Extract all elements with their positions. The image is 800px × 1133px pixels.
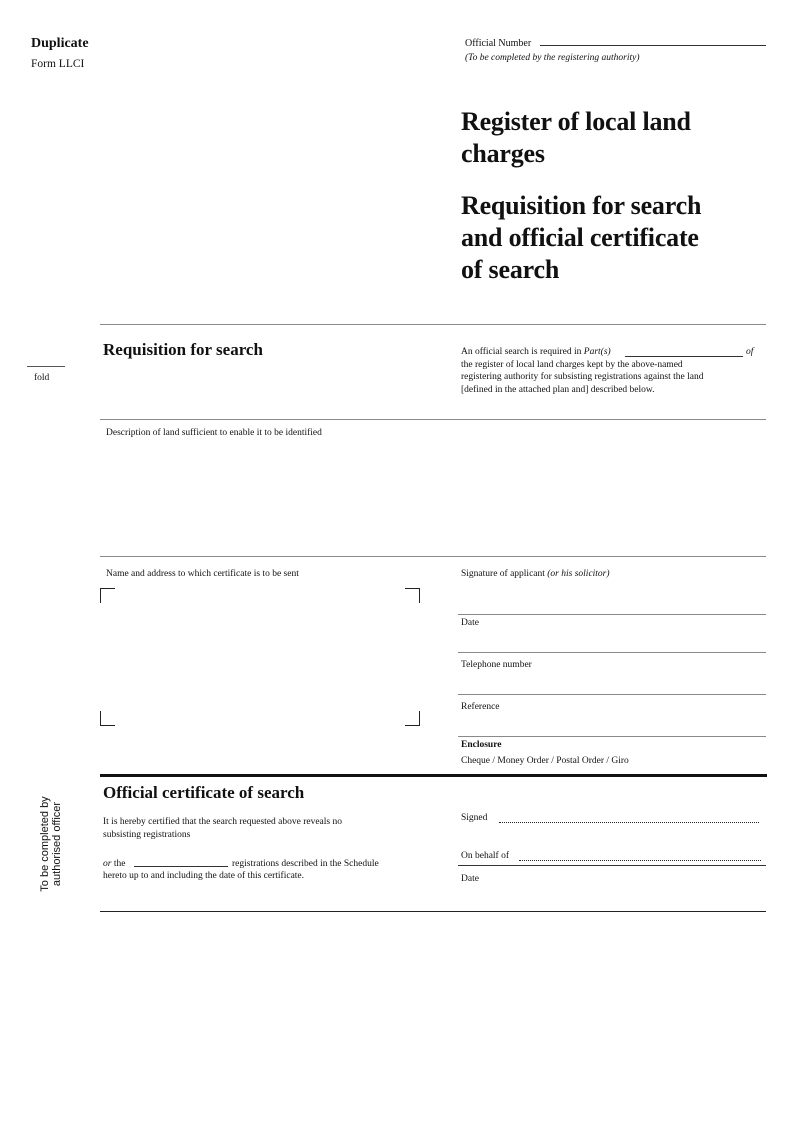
divider-reference: [458, 736, 766, 737]
address-window[interactable]: [100, 588, 420, 726]
registrations-count-field[interactable]: [134, 866, 228, 867]
fold-mark: [27, 366, 65, 367]
divider-signature: [458, 614, 766, 615]
certificate-bottom-rule: [100, 911, 766, 912]
form-code: Form LLCI: [31, 58, 85, 70]
on-behalf-field[interactable]: [519, 860, 761, 861]
official-number-note: (To be completed by the registering authority): [465, 53, 640, 63]
requisition-text: [461, 346, 761, 396]
side-note-line1: To be completed by: [39, 796, 51, 892]
requisition-text-line2: the register of local land charges kept by the above-named: [461, 359, 683, 370]
the-word: the: [113, 859, 126, 869]
telephone-label: Telephone number: [461, 660, 532, 670]
form-title: [461, 106, 761, 170]
corner-bottom-right: [405, 711, 420, 726]
duplicate-label: Duplicate: [31, 36, 89, 51]
date-field[interactable]: [458, 630, 766, 650]
certificate-date-field[interactable]: [458, 886, 766, 908]
on-behalf-label: On behalf of: [461, 851, 510, 861]
of-label: of: [746, 347, 754, 357]
or-word: or: [103, 859, 112, 869]
requisition-text-line4: [defined in the attached plan and] described below.: [461, 384, 655, 395]
enclosure-label: Enclosure: [461, 740, 502, 750]
title-line-1: Register of local land: [461, 107, 691, 136]
fold-label: fold: [34, 373, 50, 383]
official-number-field[interactable]: [540, 45, 766, 46]
date-label: Date: [461, 618, 479, 628]
certificate-text-line2: subsisting registrations: [103, 830, 191, 840]
certificate-date-label: Date: [461, 874, 479, 884]
corner-bottom-left: [100, 711, 115, 726]
parts-label: Part(s): [583, 347, 611, 357]
description-field[interactable]: [100, 442, 766, 552]
enclosure-options[interactable]: Cheque / Money Order / Postal Order / Giro: [461, 756, 629, 766]
side-note: [39, 779, 63, 909]
signature-label: [461, 568, 610, 581]
divider-on-behalf: [458, 865, 766, 866]
reference-field[interactable]: [458, 714, 766, 734]
divider-date: [458, 652, 766, 653]
requisition-heading: Requisition for search: [103, 340, 263, 359]
divider-telephone: [458, 694, 766, 695]
signed-field[interactable]: [499, 822, 759, 823]
divider-description-top: [100, 419, 766, 420]
divider-requisition-top: [100, 324, 766, 325]
requisition-text-line3: registering authority for subsisting registrations against the land: [461, 372, 704, 382]
certificate-heading: Official certificate of search: [103, 783, 305, 802]
certificate-top-rule: [100, 774, 767, 777]
parts-field[interactable]: [625, 356, 743, 357]
corner-top-right: [405, 588, 420, 603]
certificate-text-line1: It is hereby certified that the search requested above reveals no: [103, 817, 342, 827]
subtitle-line-3: of search: [461, 255, 560, 284]
form-subtitle: [461, 190, 761, 286]
signature-label-note: (or his solicitor): [547, 569, 610, 579]
description-label: Description of land sufficient to enable it to be identified: [106, 428, 322, 438]
address-label: Name and address to which certificate is to be sent: [106, 569, 299, 579]
requisition-text-prefix: An official search is required in: [461, 347, 582, 357]
subtitle-line-2: and official certificate: [461, 223, 699, 252]
subtitle-line-1: Requisition for search: [461, 191, 702, 220]
side-note-line2: authorised officer: [51, 801, 63, 887]
title-line-2: charges: [461, 139, 545, 168]
official-number-label: Official Number: [465, 38, 532, 49]
certificate-text-line4: hereto up to and including the date of this certificate.: [103, 871, 305, 881]
corner-top-left: [100, 588, 115, 603]
telephone-field[interactable]: [458, 672, 766, 692]
divider-address-top: [100, 556, 766, 557]
signed-label: Signed: [461, 813, 488, 823]
signature-field[interactable]: [458, 582, 766, 612]
reference-label: Reference: [461, 702, 500, 712]
signature-label-text: Signature of applicant: [461, 569, 545, 579]
registrations-text: registrations described in the Schedule: [232, 859, 379, 869]
